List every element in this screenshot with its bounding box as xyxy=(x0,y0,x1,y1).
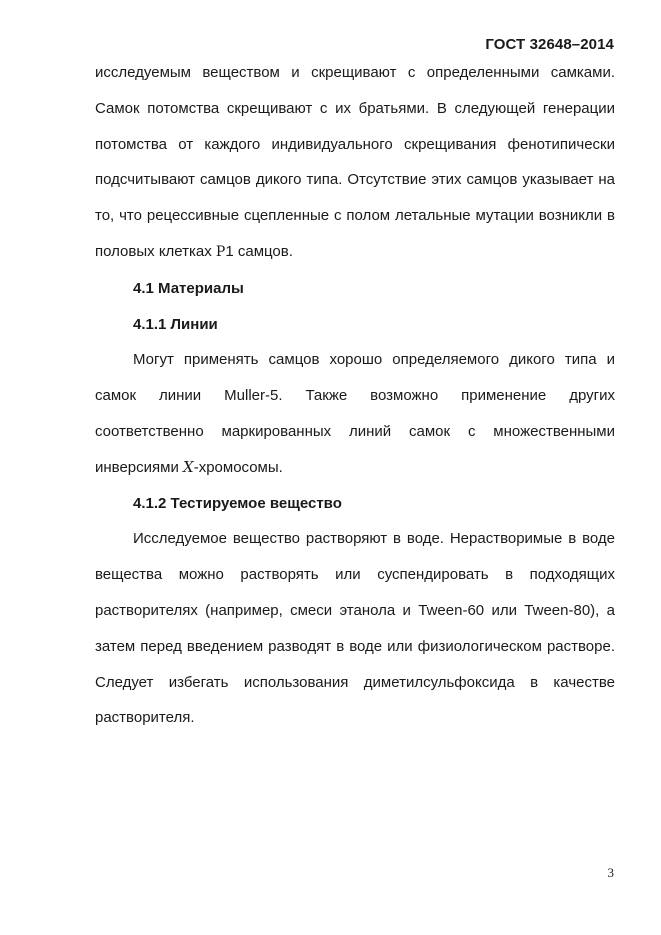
section-heading-lines: 4.1.1 Линии xyxy=(133,315,218,333)
paragraph-text: исследуемым веществом и скрещивают с определенными самками. Самок потомства скрещивают с их братьями. В следующей генерации потомства от каждого индивидуального скрещивания фенотипически подсчитывают самцов дикого типа. Отсутствие этих самцов указывает на то, что рецессивные сцепленные с полом летальные мутации возникли в половых клетках xyxy=(95,64,615,260)
paragraph-test-substance: Исследуемое вещество растворяют в воде. Нерастворимые в воде вещества можно растворять или суспендировать в подходящих растворителях (например, смеси этанола и Tween-60 или Tween-80), а затем перед введением разводят в воде или физиологическом растворе. Следует избегать использования диметилсульфоксида в качестве растворителя. xyxy=(95,530,615,727)
paragraph-lines xyxy=(95,342,615,485)
page-number: 3 xyxy=(607,865,614,880)
paragraph-tail: -хромосомы. xyxy=(193,458,283,476)
document-body xyxy=(95,55,615,736)
section-heading-test-substance: 4.1.2 Тестируемое вещество xyxy=(133,494,342,512)
chromosome-symbol: X xyxy=(183,457,194,476)
paragraph-continuation xyxy=(95,55,615,271)
paragraph-tail: 1 самцов. xyxy=(225,242,293,260)
paragraph-text: Могут применять самцов хорошо определяемого дикого типа и самок линии Muller-5. Также возможно применение других соответственно маркированных линий самок с множественными инверсиями xyxy=(95,351,615,476)
standard-header: ГОСТ 32648–2014 xyxy=(485,36,614,53)
generation-symbol: P xyxy=(215,243,226,260)
section-heading-materials: 4.1 Материалы xyxy=(133,279,244,297)
